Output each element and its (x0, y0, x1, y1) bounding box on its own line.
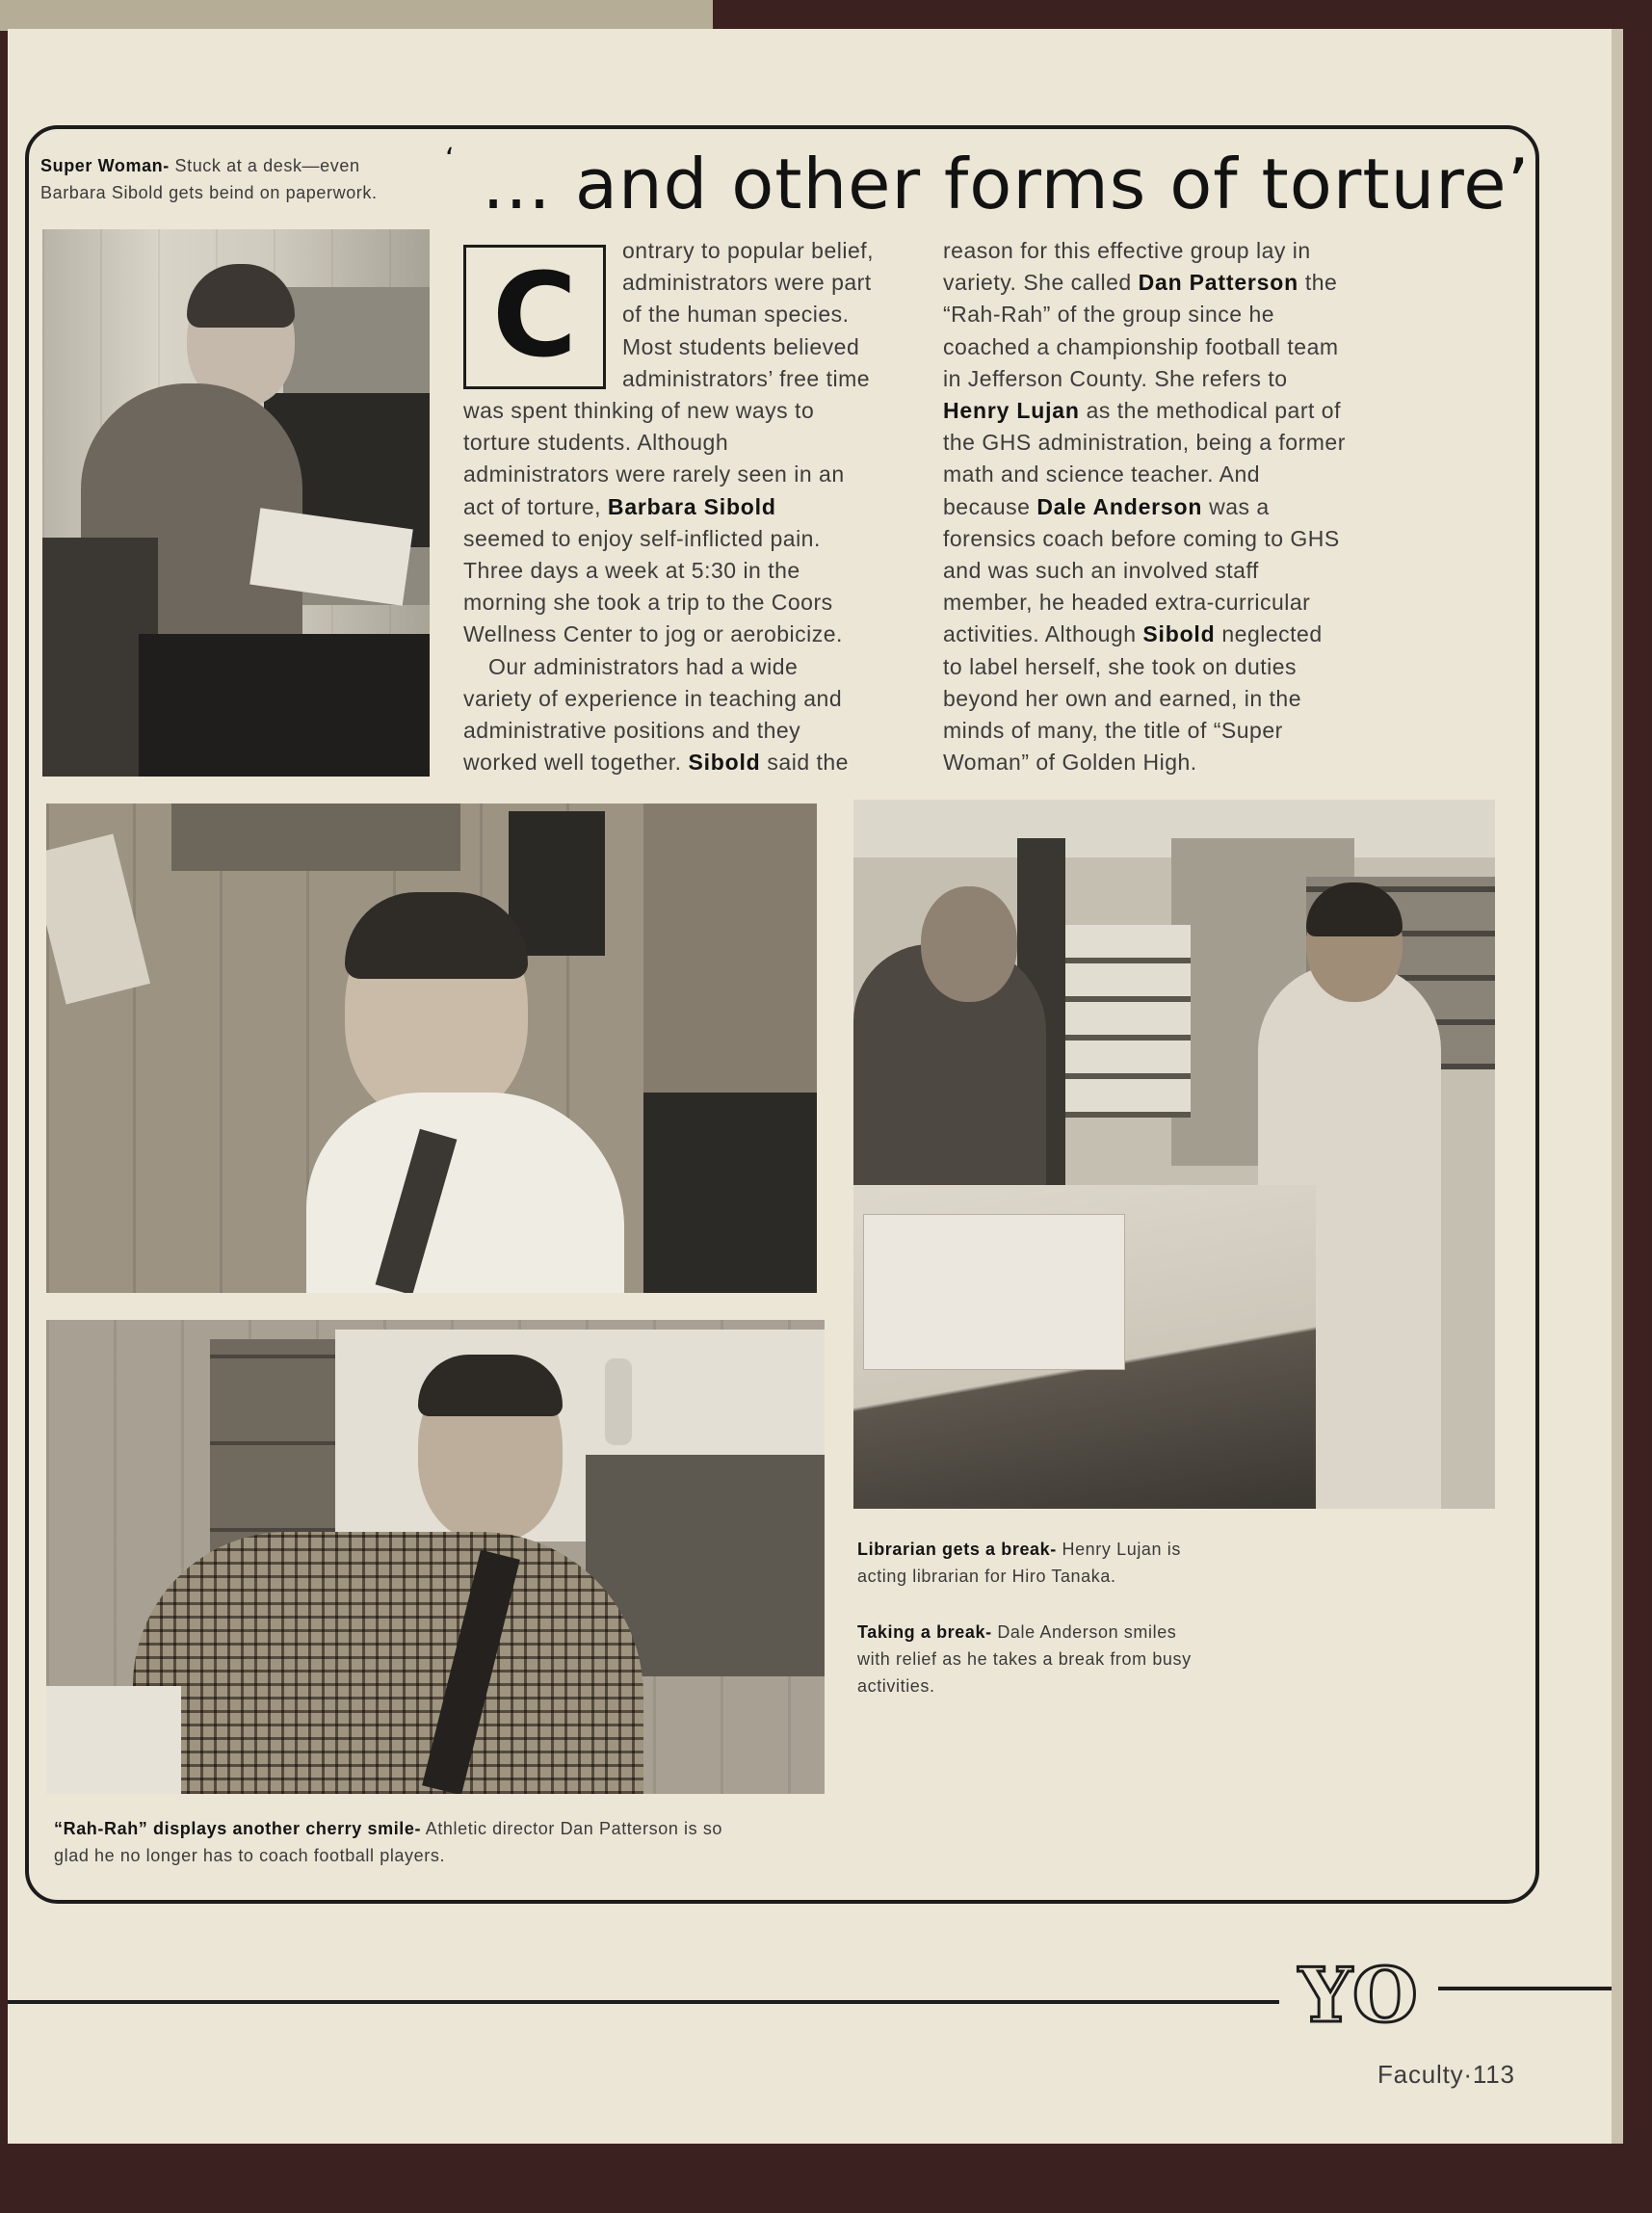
text-line: ontrary to popular belief, (622, 238, 875, 263)
photo-barbara-sibold (42, 229, 430, 777)
text-line: Wellness Center to jog or aerobicize. (463, 621, 843, 647)
caption-super-woman (40, 152, 445, 206)
photo-dan-patterson (46, 1320, 825, 1794)
text-run: said the (760, 750, 849, 776)
text-run: worked well together. (463, 750, 689, 776)
caption-text: acting librarian for Hiro Tanaka. (857, 1567, 1116, 1586)
caption-text: Barbara Sibold gets beind on paperwork. (40, 183, 378, 202)
yearbook-logo (1281, 1952, 1435, 2041)
caption-lead: Taking a break- (857, 1622, 992, 1642)
text-line: minds of many, the title of “Super (943, 718, 1283, 744)
text-line: and was such an involved staff (943, 558, 1259, 584)
text-line: seemed to enjoy self-inflicted pain. (463, 525, 821, 551)
text-run: because (943, 493, 1037, 519)
text-line: administrators were part (622, 270, 872, 296)
scan-top-strip (0, 0, 713, 31)
name-barbara-sibold: Barbara Sibold (607, 493, 776, 519)
caption-rah-rah (54, 1815, 844, 1869)
text-line: was spent thinking of new ways to (463, 398, 815, 424)
name-dale-anderson: Dale Anderson (1036, 493, 1203, 519)
text-line: “Rah-Rah” of the group since he (943, 302, 1275, 328)
footer-rule-left (8, 2000, 1279, 2004)
text-line: Our administrators had a wide (488, 653, 799, 679)
page-edge (1612, 29, 1623, 2144)
text-run: variety. She called (943, 270, 1139, 296)
text-run: was a (1202, 493, 1270, 519)
name-henry-lujan: Henry Lujan (943, 398, 1080, 424)
caption-text: Dale Anderson smiles (991, 1622, 1177, 1642)
text-line: of the human species. (622, 302, 850, 328)
text-line: administrative positions and they (463, 718, 801, 744)
caption-text: glad he no longer has to coach football players. (54, 1846, 446, 1865)
text-line: morning she took a trip to the Coors (463, 590, 833, 616)
text-line: forensics coach before coming to GHS (943, 525, 1340, 551)
text-line: math and science teacher. And (943, 461, 1261, 487)
text-line: torture students. Although (463, 430, 729, 456)
text-line: Woman” of Golden High. (943, 750, 1197, 776)
text-line: administrators’ free time (622, 365, 871, 391)
text-line: coached a championship football team (943, 333, 1339, 359)
caption-librarian (857, 1536, 1262, 1590)
headline: … and other forms of torture’ (482, 144, 1531, 224)
photo-henry-lujan-library (853, 800, 1495, 1509)
text-line: the GHS administration, being a former (943, 430, 1346, 456)
text-line: administrators were rarely seen in an (463, 461, 845, 487)
page-folio: Faculty·113 (1377, 2060, 1515, 2089)
caption-text: Stuck at a desk—even (169, 156, 360, 175)
text-run: neglected (1215, 621, 1323, 647)
body-column-1 (463, 235, 904, 778)
caption-text: activities. (857, 1676, 935, 1696)
caption-lead: Super Woman- (40, 156, 170, 175)
text-run: the (1298, 270, 1338, 296)
text-line: to label herself, she took on duties (943, 653, 1298, 679)
text-line: beyond her own and earned, in the (943, 685, 1301, 711)
text-line: variety of experience in teaching and (463, 685, 843, 711)
text-line: Most students believed (622, 333, 860, 359)
caption-text: Henry Lujan is (1056, 1540, 1181, 1559)
text-run: act of torture, (463, 493, 608, 519)
body-column-2 (943, 235, 1396, 778)
opening-quote-mark: ‘ (445, 143, 455, 176)
text-line: reason for this effective group lay in (943, 238, 1311, 263)
text-run: as the methodical part of (1079, 398, 1341, 424)
text-line: member, he headed extra-curricular (943, 590, 1311, 616)
name-dan-patterson: Dan Patterson (1138, 270, 1298, 296)
caption-lead: Librarian gets a break- (857, 1540, 1057, 1559)
name-sibold: Sibold (688, 750, 761, 776)
name-sibold: Sibold (1142, 621, 1216, 647)
photo-dale-anderson (46, 804, 817, 1293)
text-run: activities. Although (943, 621, 1143, 647)
text-line: Three days a week at 5:30 in the (463, 558, 800, 584)
logo-text: YO (1298, 1952, 1418, 2040)
drop-cap: C (463, 245, 606, 389)
text-line: in Jefferson County. She refers to (943, 365, 1288, 391)
caption-text: Athletic director Dan Patterson is so (421, 1819, 723, 1838)
caption-lead: “Rah-Rah” displays another cherry smile- (54, 1819, 422, 1838)
caption-taking-break (857, 1619, 1281, 1699)
caption-text: with relief as he takes a break from busy (857, 1649, 1192, 1669)
footer-rule-right (1438, 1987, 1612, 1990)
